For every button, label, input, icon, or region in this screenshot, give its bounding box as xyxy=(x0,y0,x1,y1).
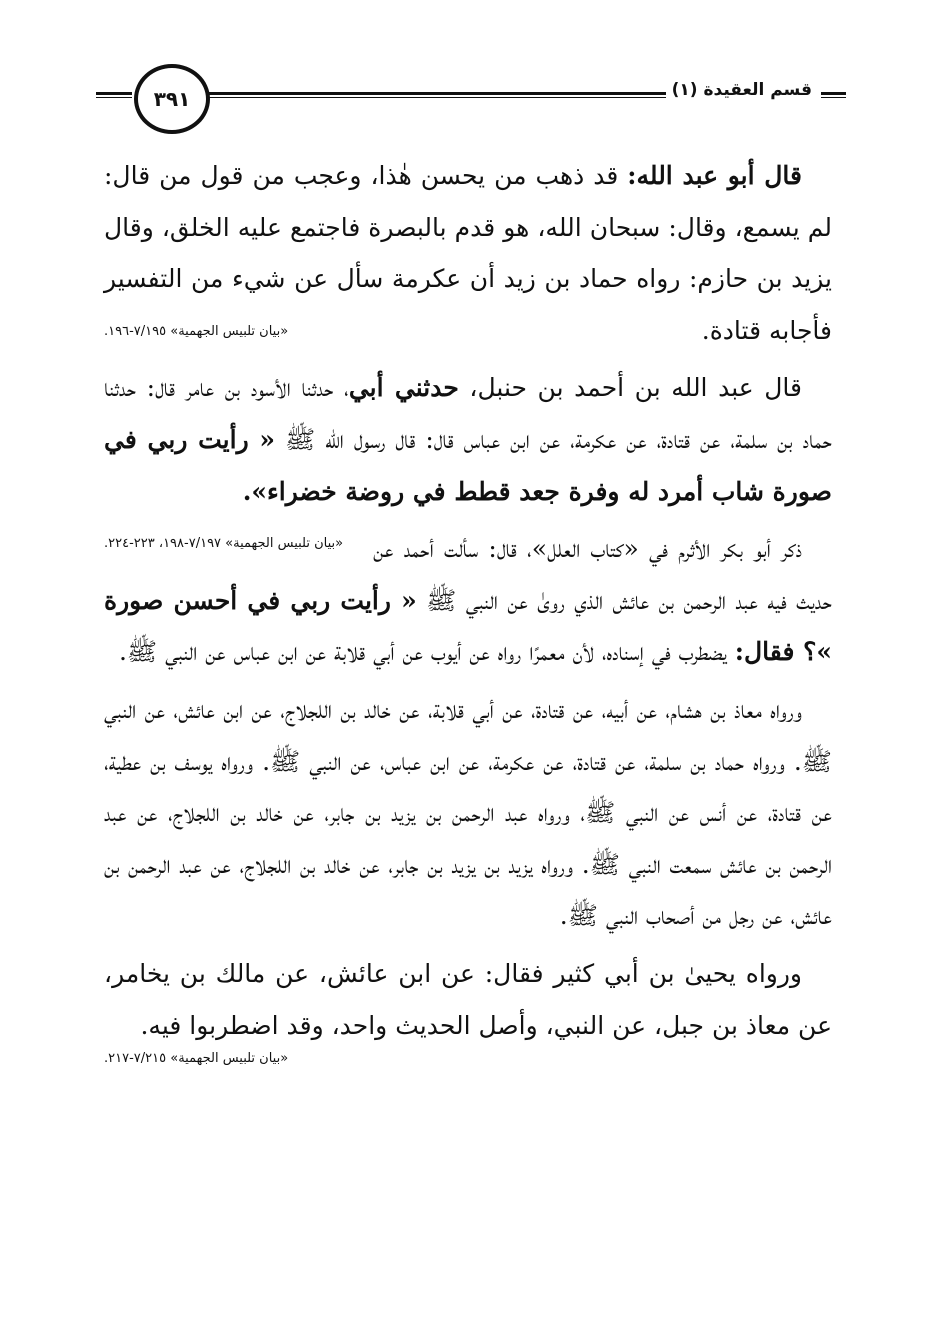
page-number: ٣٩١ xyxy=(153,87,191,111)
paragraph-5 xyxy=(104,948,832,1051)
paragraph-1 xyxy=(104,150,832,356)
paragraph-text: ذكر أبو بكر الأثرم في «كتاب العلل»، قال: سألت أحمد عن حديث فيه عبد الرحمن بن عائش الذي روىٰ عن النبي ﷺ xyxy=(373,534,833,615)
header-rule xyxy=(821,97,846,98)
header-rule xyxy=(821,92,846,95)
paragraph-text: ورواه يحيىٰ بن أبي كثير فقال: عن ابن عائش، عن مالك بن يخامر، عن معاذ بن جبل، عن النبي، وأصل الحديث واحد، وقد اضطربوا فيه. xyxy=(104,958,832,1040)
section-title: قسم العقيدة (١) xyxy=(666,80,818,100)
bold-phrase: حدثني أبي xyxy=(348,373,459,403)
hadith-quote: « رأيت ربي في صورة شاب أمرد له وفرة جعد قطط في روضة خضراء». xyxy=(104,424,832,506)
header-rule xyxy=(96,97,132,98)
paragraph-text: قال عبد الله بن أحمد بن حنبل، xyxy=(458,373,802,403)
paragraph-4 xyxy=(104,684,832,942)
page-body xyxy=(104,150,832,1077)
hadith-quote: « رأيت ربي في أحسن صورة »؟ فقال: xyxy=(104,585,832,667)
paragraph-2 xyxy=(104,362,832,552)
page-number-badge xyxy=(134,64,210,134)
paragraph-text: يضطرب في إسناده، لأن معمرًا رواه عن أيوب عن أبي قلابة عن ابن عباس عن النبي ﷺ. xyxy=(118,637,735,667)
source-reference: «بيان تلبيس الجهمية» ٧/٢١٥-٢١٧. xyxy=(104,1051,289,1067)
speaker-label: قال أبو عبد الله: xyxy=(627,161,802,190)
source-reference: «بيان تلبيس الجهمية» ٧/١٩٥-١٩٦. xyxy=(104,323,289,339)
source-reference: «بيان تلبيس الجهمية» ٧/١٩٧-١٩٨، ٢٢٣-٢٢٤. xyxy=(104,536,344,552)
paragraph-text: ورواه معاذ بن هشام، عن أبيه، عن قتادة، عن أبي قلابة، عن خالد بن اللجلاج، عن ابن عائش، عن النبي ﷺ. ورواه حماد بن سلمة، عن قتادة، عن عكرمة، عن ابن عباس، عن النبي ﷺ. ورواه يوسف بن عطية، عن قتادة، عن أنس عن النبي ﷺ، ورواه عبد الرحمن بن يزيد بن جابر، عن خالد بن اللجلاج، عن عبد الرحمن بن عائش سمعت النبي ﷺ. ورواه يزيد بن يزيد بن جابر، عن خالد بن اللجلاج، عن عبد الرحمن بن عائش، عن رجل من أصحاب النبي ﷺ. xyxy=(104,694,832,931)
header-rule xyxy=(96,92,132,95)
paragraph-text: ، حدثنا الأسود بن عامر قال: حدثنا حماد بن سلمة، عن قتادة، عن عكرمة، عن ابن عباس قال: قال رسول الله ﷺ xyxy=(104,373,832,454)
paragraph-text: قد ذهب من يحسن هٰذا، وعجب من قول من قال: لم يسمع، وقال: سبحان الله، هو قدم بالبصرة فاجتمع عليه الخلق، وقال يزيد بن حازم: رواه حماد بن زيد أن عكرمة سأل عن شيء من التفسير فأجابه قتادة. xyxy=(104,161,832,345)
page-header xyxy=(96,60,846,140)
